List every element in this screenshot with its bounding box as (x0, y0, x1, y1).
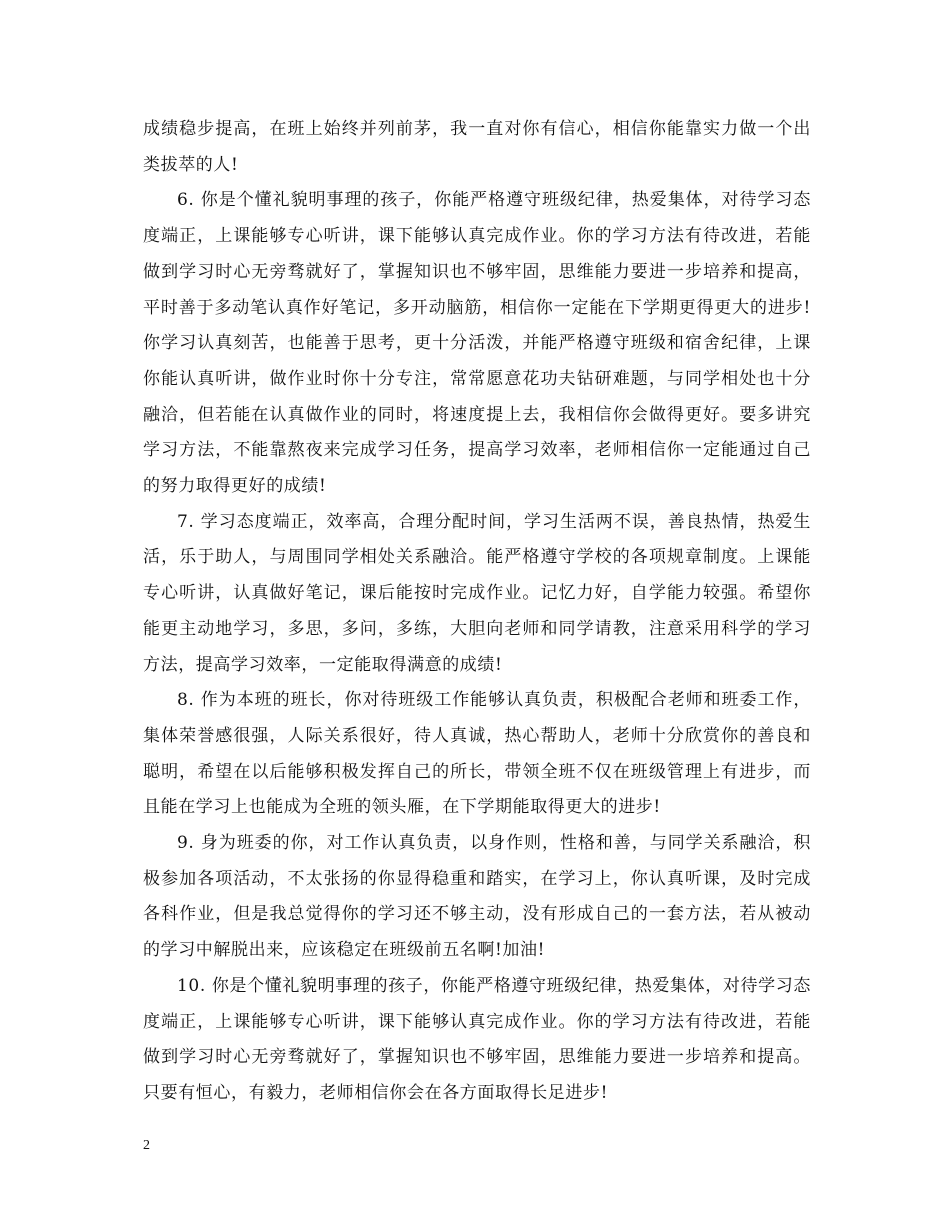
paragraph-item-9: 9. 身为班委的你，对工作认真负责，以身作则，性格和善，与同学关系融洽，积极参加各项活动，不太张扬的你显得稳重和踏实，在学习上，你认真听课，及时完成各科作业，但是我总觉得你的学习还不够主动，没有形成自己的一套方法，若从被动的学习中解脱出来，应该稳定在班级前五名啊!加油! (143, 833, 811, 961)
document-body (143, 112, 811, 1112)
paragraph-item-8: 8. 作为本班的班长，你对待班级工作能够认真负责，积极配合老师和班委工作，集体荣誉感很强，人际关系很好，待人真诚，热心帮助人，老师十分欣赏你的善良和聪明，希望在以后能够积极发挥自己的所长，带领全班不仅在班级管理上有进步，而且能在学习上也能成为全班的领头雁，在下学期能取得更大的进步! (143, 690, 811, 818)
page-number: 2 (143, 1138, 150, 1153)
paragraph-continuation: 成绩稳步提高，在班上始终并列前茅，我一直对你有信心，相信你能靠实力做一个出类拔萃的人! (143, 119, 811, 175)
paragraph-item-10: 10. 你是个懂礼貌明事理的孩子，你能严格遵守班级纪律，热爱集体，对待学习态度端正，上课能够专心听讲，课下能够认真完成作业。你的学习方法有待改进，若能做到学习时心无旁骛就好了，掌握知识也不够牢固，思维能力要进一步培养和提高。只要有恒心，有毅力，老师相信你会在各方面取得长足进步! (143, 975, 811, 1103)
paragraph-item-6: 6. 你是个懂礼貌明事理的孩子，你能严格遵守班级纪律，热爱集体，对待学习态度端正，上课能够专心听讲，课下能够认真完成作业。你的学习方法有待改进，若能做到学习时心无旁骛就好了，掌握知识也不够牢固，思维能力要进一步培养和提高，平时善于多动笔认真作好笔记，多开动脑筋，相信你一定能在下学期更得更大的进步!你学习认真刻苦，也能善于思考，更十分活泼，并能严格遵守班级和宿舍纪律，上课你能认真听讲，做作业时你十分专注，常常愿意花功夫钻研难题，与同学相处也十分融洽，但若能在认真做作业的同时，将速度提上去，我相信你会做得更好。要多讲究学习方法，不能靠熬夜来完成学习任务，提高学习效率，老师相信你一定能通过自己的努力取得更好的成绩! (143, 190, 811, 497)
paragraph-item-7: 7. 学习态度端正，效率高，合理分配时间，学习生活两不误，善良热情，热爱生活，乐于助人，与周围同学相处关系融洽。能严格遵守学校的各项规章制度。上课能专心听讲，认真做好笔记，课后能按时完成作业。记忆力好，自学能力较强。希望你能更主动地学习，多思，多问，多练，大胆向老师和同学请教，注意采用科学的学习方法，提高学习效率，一定能取得满意的成绩! (143, 511, 811, 675)
